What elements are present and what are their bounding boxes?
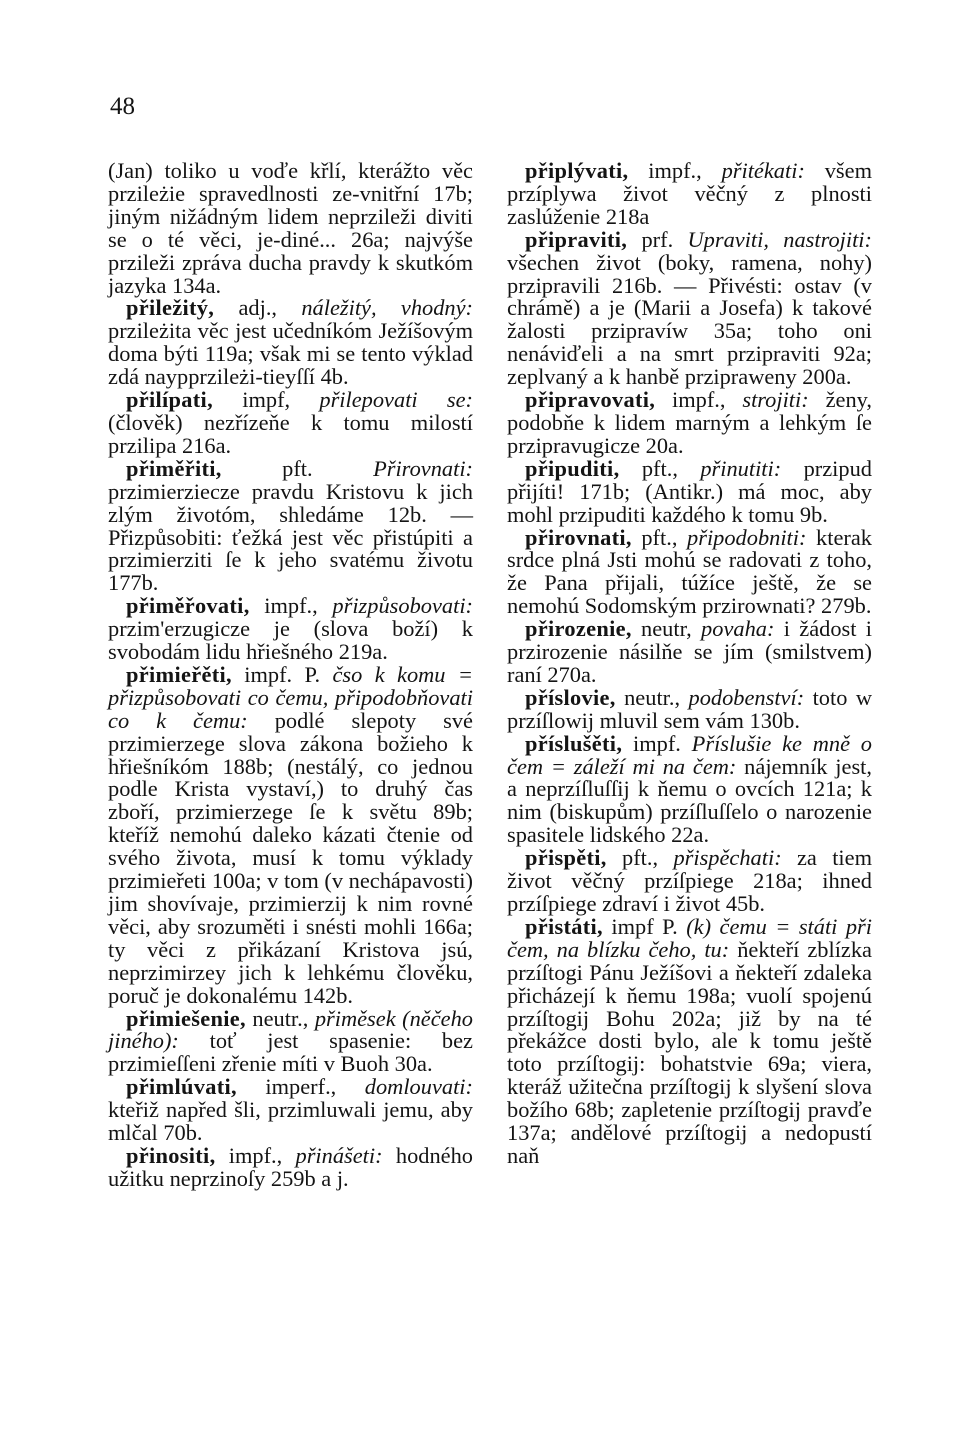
entry-gloss: domlouvati: — [336, 1074, 473, 1100]
entry-body: przileżita věc jest učedníkóm Ježíšovým doma býti 119a; však mi se tento výklad zdá naypprzileżi-tieyſſí 4b. — [108, 318, 473, 390]
dictionary-entry — [108, 1005, 473, 1077]
entry-body: kterak srdce plná Jsti mohú se radovati z toho, že Pana přijali, túžíce ještě, že se nemohú Sodomským przirownati? 279b. — [507, 524, 872, 619]
entry-pos: imperf., — [236, 1074, 337, 1100]
dictionary-entry — [507, 455, 872, 527]
entry-gloss: přinutiti: — [677, 455, 782, 481]
entry-headword: přirovnati, — [525, 524, 632, 550]
entry-headword: přimlúvati, — [126, 1074, 237, 1100]
entry-pos: impf., — [628, 158, 702, 183]
dictionary-entry — [507, 730, 872, 848]
entry-headword: přinositi, — [126, 1142, 216, 1168]
continuation-text: (Jan) toliko u voďe křlí, kterážto věc przileżie spravedlnosti ze-vnitřní 17b; jiným nižádným lidem neprzileži diviti se o té věci, je-diné... 26a; najvýše przileži zpráva ducha pravdy k skutkóm jazyka 134a. — [108, 158, 473, 298]
entry-headword: připlývati, — [525, 158, 629, 183]
entry-body: toto w przíſlowij mluvil sem vám 130b. — [507, 684, 872, 733]
entry-pos: impf., — [215, 1142, 283, 1168]
entry-body: za tiem život věčný przíſpiege 218a; ihned przíſpiege zdraví i život 45b. — [507, 845, 872, 916]
dictionary-entry — [108, 1076, 473, 1145]
entry-gloss: přitékati: — [701, 158, 805, 183]
entry-body: nájemník jest, a neprzíſluſſij k ňemu o ovcích 121a; k nim (biskupům) przíſluſſelo o narozenie spasitele lidského 22a. — [507, 753, 872, 848]
entry-headword: připravovati, — [525, 387, 656, 413]
dictionary-entry — [507, 160, 872, 229]
entry-pos: impf, — [212, 387, 291, 413]
entry-gloss: přiměsek (něčeho jiného): — [108, 1005, 473, 1054]
dictionary-entry — [507, 389, 872, 458]
page-number: 48 — [110, 93, 135, 120]
entry-gloss: Upraviti, nastrojiti: — [673, 226, 872, 252]
entry-headword: přiměřovati, — [126, 593, 250, 619]
entry-headword: přistáti, — [525, 913, 603, 939]
dictionary-entry — [507, 618, 872, 687]
entry-pos: impf., — [249, 593, 318, 619]
entry-pos: neutr, — [631, 616, 692, 642]
dictionary-entry — [108, 661, 473, 1008]
entry-gloss: podobenství: — [680, 684, 805, 710]
entry-gloss: (k) čemu = státi při čem, na blízku čeho, tu: — [507, 913, 872, 962]
entry-headword: připraviti, — [525, 226, 628, 252]
entry-gloss: náležitý, vhodný: — [277, 295, 473, 321]
entry-gloss: přispěchati: — [658, 845, 782, 871]
entry-pos: pft., — [619, 455, 678, 481]
entry-pos: pft., — [631, 524, 678, 550]
entry-body: všem przíplywa život věčný z plnosti zaslúženie 218a — [507, 158, 872, 229]
dictionary-entry — [108, 389, 473, 458]
entry-headword: přirozenie, — [525, 616, 632, 642]
dictionary-entry — [507, 226, 872, 390]
entry-headword: přilípati, — [126, 387, 213, 413]
dictionary-entry — [507, 847, 872, 916]
dictionary-entry — [108, 455, 473, 596]
entry-headword: přiležitý, — [126, 295, 215, 321]
entry-body: toť jest spasenie: bez przimieſſeni zřenie míti v Buoh 30a. — [108, 1028, 473, 1077]
entry-body: (člověk) nezřízeňe k tomu milostí przilipa 216a. — [108, 409, 473, 458]
entry-body: ňekteří zblízka przíſtogi Pánu Ježíšovi a ňekteří zdaleka přicházejí k ňemu 198a; vuolí spojenú przíſtogij Bohu 202a; již by na té překážce dosti bylo, ale k tomu ještě toto przíſtogij: bohatstvie 69a; viera, kteráž užitečna przíſtogij k slyšení slova božího 68b; zapletenie przíſtogij pravďe 137a; andělové przíſtogij a nedopustí naň — [507, 936, 872, 1168]
entry-pos: pft., — [606, 845, 659, 871]
entry-pos: impf., — [655, 387, 726, 413]
entry-pos: adj., — [214, 295, 278, 321]
entry-gloss: přizpůsobovati: — [317, 593, 473, 619]
entry-headword: příslovie, — [525, 684, 616, 710]
entry-headword: přispěti, — [525, 845, 607, 871]
entry-gloss: přilepovati se: — [290, 387, 473, 413]
entry-gloss: Příslušie ke mně o čem = záleží mi na čem: — [507, 730, 872, 779]
entry-gloss: povaha: — [691, 616, 775, 642]
entry-body: podlé slepoty své przimierzege slova zákona božieho k hřiešníkóm 188b; (nestálý, co jednou podle Krista vystaví,) to druhý čas zboří, przimierzege ſe k světu 89b; kteříž nemohú daleko kázati čtenie od svého života, musí k tomu výklady przimieřeti 100a; v tom (v nechápavosti) jim shovívaje, przimierzij k nim rovné věci, aby srozuměti i snésti mohli 166a; ty věci z přikázaní Kristova jsú, neprzimirzey jich k lehkému člověku, poruč je dokonalému 142b. — [108, 707, 473, 1008]
entry-gloss: strojiti: — [725, 387, 809, 413]
entry-pos: impf. P. — [231, 661, 321, 687]
entry-gloss: přinášeti: — [282, 1142, 383, 1168]
entry-body: i žádost i przirozenie násilňe se jím (smilstvem) raní 270a. — [507, 616, 873, 687]
entry-body: przipud přijíti! 171b; (Antikr.) má moc, aby mohl przipuditi každého k tomu 9b. — [507, 455, 872, 527]
entry-body: hodného užitku neprzinoſy 259b a j. — [108, 1142, 473, 1191]
entry-pos: impf P. — [602, 913, 678, 939]
entry-headword: přimieřěti, — [126, 661, 232, 687]
entry-body: všechen život (boky, ramena, nohy) przipravili 216b. — Přivésti: ostav (v chrámě) a je (Marii a Josefa) k takové žalosti przipravíw 35a; toho oni nenáviďeli a na smrt przipraviti 92a; zeplvaný a k hanbě przipraweny 200a. — [507, 249, 872, 390]
entry-headword: připuditi, — [525, 455, 620, 481]
entry-gloss: připodobniti: — [677, 524, 807, 550]
dictionary-entry — [108, 297, 473, 389]
entry-headword: příslušěti, — [525, 730, 623, 756]
entry-pos: neutr., — [245, 1005, 309, 1031]
dictionary-entry — [507, 913, 872, 1168]
entry-body: przimierziecze pravdu Kristovu k jich zlým životóm, shledáme 12b. — Přizpůsobiti: ťežká jest věc přistúpiti a przimierziti ſe k jeho svatému životu 177b. — [108, 478, 473, 596]
entry-headword: přimiešenie, — [126, 1005, 246, 1031]
entry-body: ženy, podobňe k lidem marným a lehkým ſe przipravugicze 20a. — [507, 387, 872, 458]
right-column — [507, 160, 872, 1168]
entry-gloss: čso k komu = přizpůsobovati co čemu, připodobňovati co k čemu: — [108, 661, 473, 733]
entry-pos: prf. — [627, 226, 674, 252]
entry-pos: neutr., — [615, 684, 681, 710]
entry-pos: impf. — [622, 730, 681, 756]
dictionary-entry — [108, 1142, 473, 1191]
entry-pos: pft. — [221, 455, 313, 481]
entry-body: kteřiž napřed šli, przimluwali jemu, aby mlčal 70b. — [108, 1097, 473, 1146]
dictionary-entry — [507, 684, 872, 733]
dictionary-entry — [507, 524, 872, 619]
entry-gloss: Přirovnati: — [312, 455, 473, 481]
entry-body: przim'erzugicze je (slova boží) k svobodám lidu hřiešného 219a. — [108, 616, 473, 665]
left-column — [108, 160, 473, 1191]
dictionary-entry — [108, 595, 473, 664]
entry-headword: přiměřiti, — [126, 455, 222, 481]
